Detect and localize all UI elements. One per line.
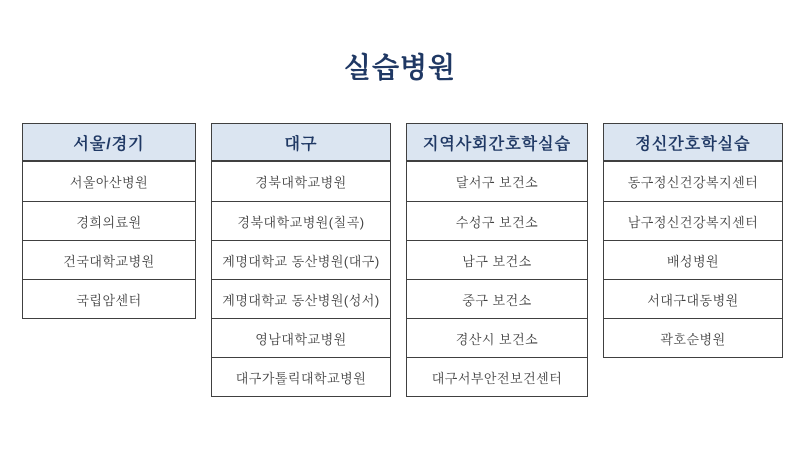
table-row: 대구서부안전보건센터 bbox=[407, 357, 587, 396]
table-row: 중구 보건소 bbox=[407, 279, 587, 318]
table-row: 국립암센터 bbox=[23, 279, 195, 318]
table-body bbox=[604, 162, 782, 357]
tables-container bbox=[22, 123, 783, 397]
table-row: 곽호순병원 bbox=[604, 318, 782, 357]
table-body bbox=[212, 162, 390, 396]
table-row: 서대구대동병원 bbox=[604, 279, 782, 318]
table-row: 남구정신건강복지센터 bbox=[604, 201, 782, 240]
page-title: 실습병원 bbox=[343, 52, 457, 83]
table-row: 배성병원 bbox=[604, 240, 782, 279]
table-row: 경북대학교병원 bbox=[212, 162, 390, 201]
table-body bbox=[407, 162, 587, 396]
table-header: 정신간호학실습 bbox=[604, 124, 782, 162]
table-header: 서울/경기 bbox=[23, 124, 195, 162]
table-row: 동구정신건강복지센터 bbox=[604, 162, 782, 201]
table-row: 계명대학교 동산병원(성서) bbox=[212, 279, 390, 318]
table-row: 서울아산병원 bbox=[23, 162, 195, 201]
table-row: 경산시 보건소 bbox=[407, 318, 587, 357]
table-row: 계명대학교 동산병원(대구) bbox=[212, 240, 390, 279]
table-row: 대구가톨릭대학교병원 bbox=[212, 357, 390, 396]
table-body bbox=[23, 162, 195, 318]
table-row: 남구 보건소 bbox=[407, 240, 587, 279]
hospital-table bbox=[406, 123, 588, 397]
table-row: 경북대학교병원(칠곡) bbox=[212, 201, 390, 240]
table-row: 수성구 보건소 bbox=[407, 201, 587, 240]
hospital-table bbox=[211, 123, 391, 397]
table-row: 건국대학교병원 bbox=[23, 240, 195, 279]
table-row: 영남대학교병원 bbox=[212, 318, 390, 357]
table-header: 지역사회간호학실습 bbox=[407, 124, 587, 162]
hospital-table bbox=[22, 123, 196, 319]
table-row: 경희의료원 bbox=[23, 201, 195, 240]
table-header: 대구 bbox=[212, 124, 390, 162]
table-row: 달서구 보건소 bbox=[407, 162, 587, 201]
hospital-table bbox=[603, 123, 783, 358]
